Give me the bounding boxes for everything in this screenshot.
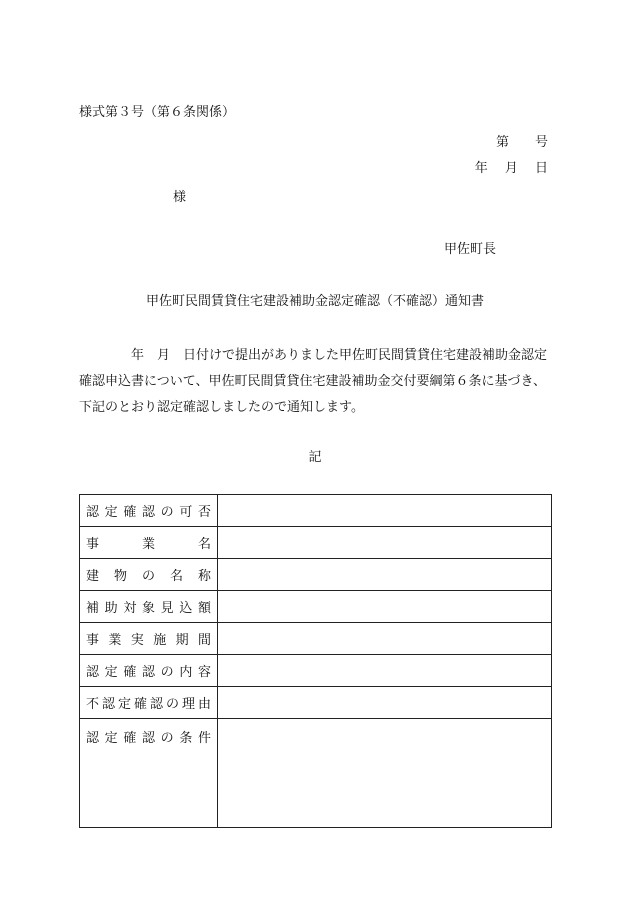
row-value[interactable] [218, 687, 552, 719]
row-value[interactable] [218, 559, 552, 591]
row-value[interactable] [218, 495, 552, 527]
row-label: 認​定​確​認​の​内​容 [80, 655, 218, 687]
table-row [80, 687, 552, 719]
row-label: 認​定​確​認​の​条​件 [80, 719, 218, 828]
table-row [80, 655, 552, 687]
row-value[interactable] [218, 719, 552, 828]
row-label: 認​定​確​認​の​可​否 [80, 495, 218, 527]
row-label: 事​業​実​施​期​間 [80, 623, 218, 655]
table-row [80, 719, 552, 828]
table-row [80, 591, 552, 623]
sender: 甲佐町長 [444, 242, 497, 257]
row-label: 補​助​対​象​見​込​額 [80, 591, 218, 623]
row-label: 事​業​名 [80, 527, 218, 559]
row-value[interactable] [218, 591, 552, 623]
document-number: 第 号 [495, 135, 548, 150]
info-table [79, 494, 552, 828]
form-number: 様式第３号（第６条関係） [79, 105, 236, 120]
addressee: 様 [173, 190, 187, 205]
issue-date: 年 月 日 [474, 161, 548, 176]
table-row [80, 527, 552, 559]
document-title: 甲佐町民間賃貸住宅建設補助金認定確認（不確認）通知書 [145, 294, 484, 309]
row-value[interactable] [218, 655, 552, 687]
table-row [80, 623, 552, 655]
row-label: 不​認​定​確​認​の​理​由 [80, 687, 218, 719]
table-row [80, 559, 552, 591]
table-row [80, 495, 552, 527]
body-paragraph: 年 月 日付けで提出がありました甲佐町民間賃貸住宅建設補助金認定確認申込書について、甲佐町民間賃貸住宅建設補助金交付要綱第６条に基づき、下記のとおり認定確認しましたので通知します。 [79, 348, 548, 415]
row-value[interactable] [218, 527, 552, 559]
ki-heading: 記 [308, 450, 322, 465]
row-value[interactable] [218, 623, 552, 655]
row-label: 建​物​の​名​称 [80, 559, 218, 591]
